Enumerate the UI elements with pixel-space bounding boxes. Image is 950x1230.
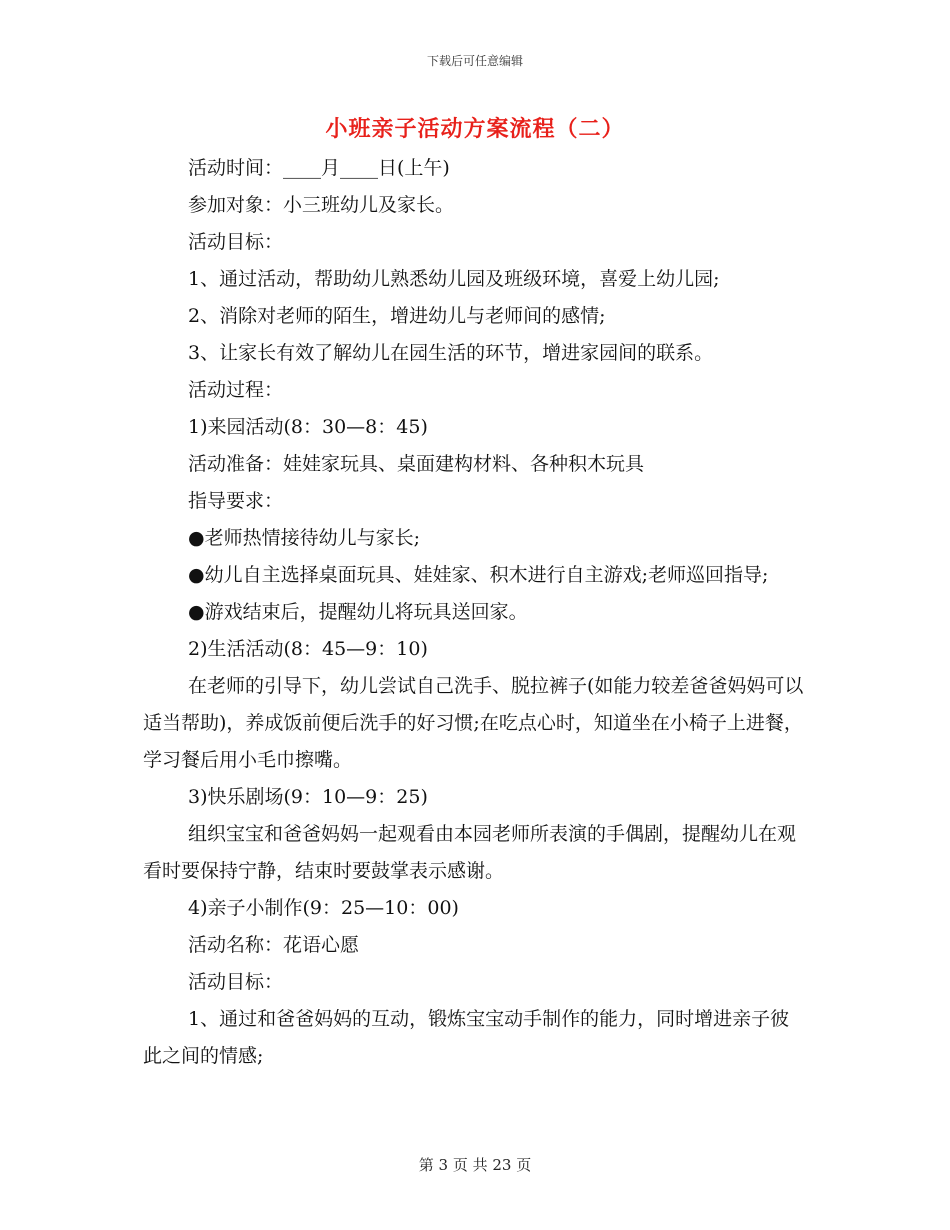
- document-title: 小班亲子活动方案流程（二）: [325, 117, 625, 142]
- paragraph: 组织宝宝和爸爸妈妈一起观看由本园老师所表演的手偶剧，提醒幼儿在观看时要保持宁静，结束时要鼓掌表示感谢。: [143, 823, 797, 882]
- paragraph: ●游戏结束后，提醒幼儿将玩具送回家。: [188, 601, 528, 623]
- paragraph: 3、让家长有效了解幼儿在园生活的环节，增进家园间的联系。: [188, 342, 714, 364]
- paragraph: ●老师热情接待幼儿与家长;: [188, 527, 420, 549]
- header-note: 下载后可任意编辑: [426, 54, 523, 68]
- paragraph: 活动目标：: [188, 971, 284, 993]
- paragraph: 活动过程：: [188, 379, 284, 401]
- paragraph: 参加对象：小三班幼儿及家长。: [188, 194, 455, 216]
- paragraph: 活动目标：: [188, 231, 284, 253]
- paragraph: 指导要求：: [188, 490, 284, 512]
- paragraph: 活动准备：娃娃家玩具、桌面建构材料、各种积木玩具: [188, 453, 645, 475]
- page-footer: 第 3 页 共 23 页: [418, 1156, 532, 1174]
- paragraph: ●幼儿自主选择桌面玩具、娃娃家、积木进行自主游戏;老师巡回指导;: [188, 564, 769, 586]
- paragraph: 1、通过活动，帮助幼儿熟悉幼儿园及班级环境，喜爱上幼儿园;: [188, 268, 720, 290]
- paragraph: 在老师的引导下，幼儿尝试自己洗手、脱拉裤子(如能力较差爸爸妈妈可以适当帮助)，养成饭前便后洗手的好习惯;在吃点心时，知道坐在小椅子上进餐，学习餐后用小毛巾擦嘴。: [143, 675, 804, 771]
- document-body: [143, 150, 808, 1075]
- paragraph: 1、通过和爸爸妈妈的互动，锻炼宝宝动手制作的能力，同时增进亲子彼此之间的情感;: [143, 1008, 790, 1067]
- paragraph: 2、消除对老师的陌生，增进幼儿与老师间的感情;: [188, 305, 606, 327]
- paragraph: 2)生活活动(8：45—9：10): [188, 638, 428, 660]
- paragraph: 3)快乐剧场(9：10—9：25): [188, 786, 428, 808]
- paragraph: 1)来园活动(8：30—8：45): [188, 416, 428, 438]
- paragraph: 4)亲子小制作(9：25—10：00): [188, 897, 459, 919]
- paragraph: 活动时间：____月____日(上午): [188, 157, 450, 179]
- paragraph: 活动名称：花语心愿: [188, 934, 360, 956]
